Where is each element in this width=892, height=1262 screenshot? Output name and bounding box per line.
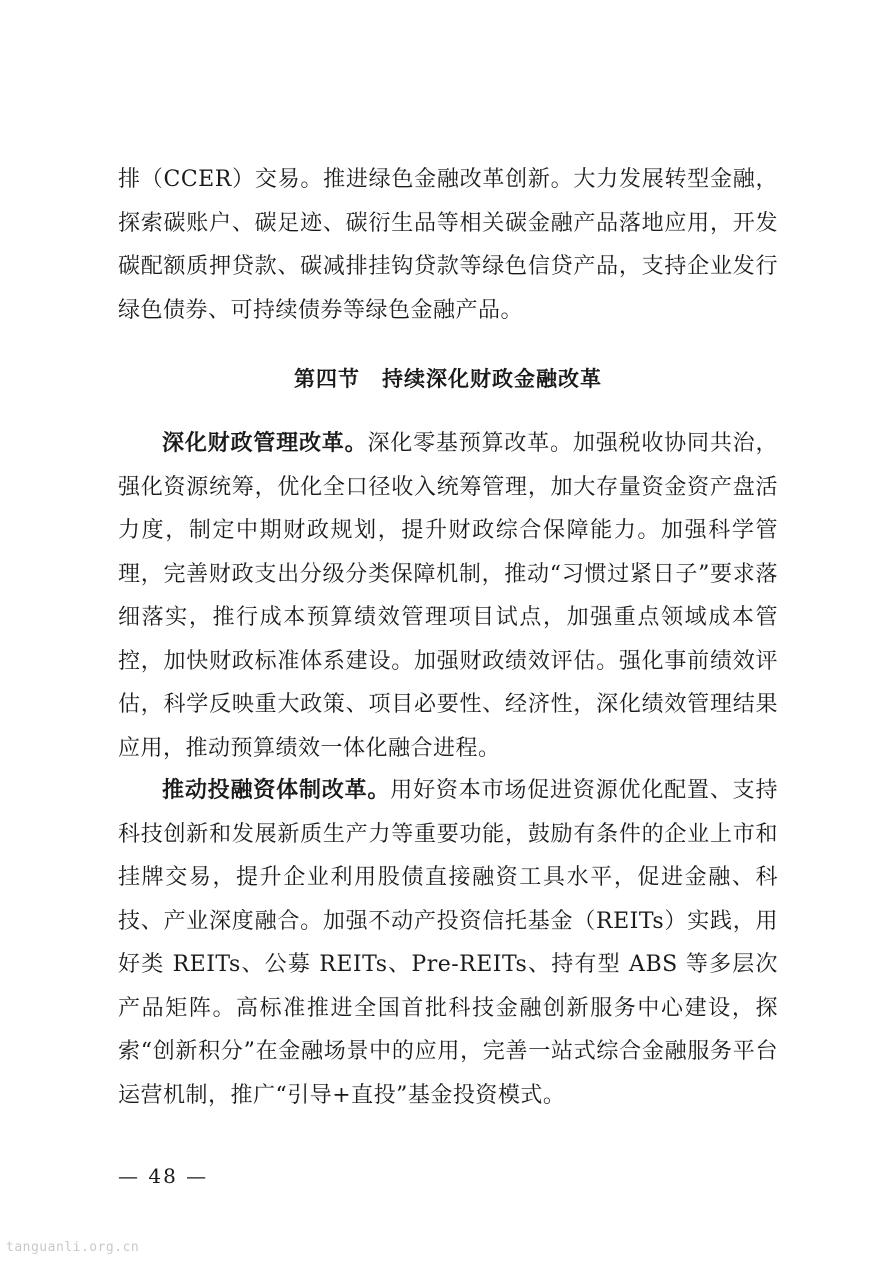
section-heading: 第四节 持续深化财政金融改革 [294,367,602,391]
paragraph-lead: 深化财政管理改革。 [162,431,368,456]
paragraph-lead: 推动投融资体制改革。 [162,778,391,803]
intro-paragraph [118,158,778,332]
paragraph-investment-reform [118,769,778,1117]
page-number: — 48 — [118,1164,209,1188]
paragraph-body: 用好资本市场促进资源优化配置、支持科技创新和发展新质生产力等重要功能，鼓励有条件的企业上市和挂牌交易，提升企业利用股债直接融资工具水平，促进金融、科技、产业深度融合。加强不动产投资信托基金（REITs）实践，用好类 REITs、公募 REITs、Pre-REITs、持有型 ABS 等多层次产品矩阵。高标准推进全国首批科技金融创新服务中心建设，探索“创新积分”在金融场景中的应用，完善一站式综合金融服务平台运营机制，推广“引导+直投”基金投资模式。 [118,778,778,1108]
paragraph-body: 深化零基预算改革。加强税收协同共治，强化资源统筹，优化全口径收入统筹管理，加大存量资金资产盘活力度，制定中期财政规划，提升财政综合保障能力。加强科学管理，完善财政支出分级分类保障机制，推动“习惯过紧日子”要求落细落实，推行成本预算绩效管理项目试点，加强重点领域成本管控，加快财政标准体系建设。加强财政绩效评估。强化事前绩效评估，科学反映重大政策、项目必要性、经济性，深化绩效管理结果应用，推动预算绩效一体化融合进程。 [118,431,778,761]
intro-paragraph-text: 排（CCER）交易。推进绿色金融改革创新。大力发展转型金融，探索碳账户、碳足迹、碳衍生品等相关碳金融产品落地应用，开发碳配额质押贷款、碳减排挂钩贷款等绿色信贷产品，支持企业发行绿色债券、可持续债券等绿色金融产品。 [118,167,778,323]
watermark: tanguanli.org.cn [6,1240,140,1255]
paragraph-fiscal-reform [118,422,778,770]
